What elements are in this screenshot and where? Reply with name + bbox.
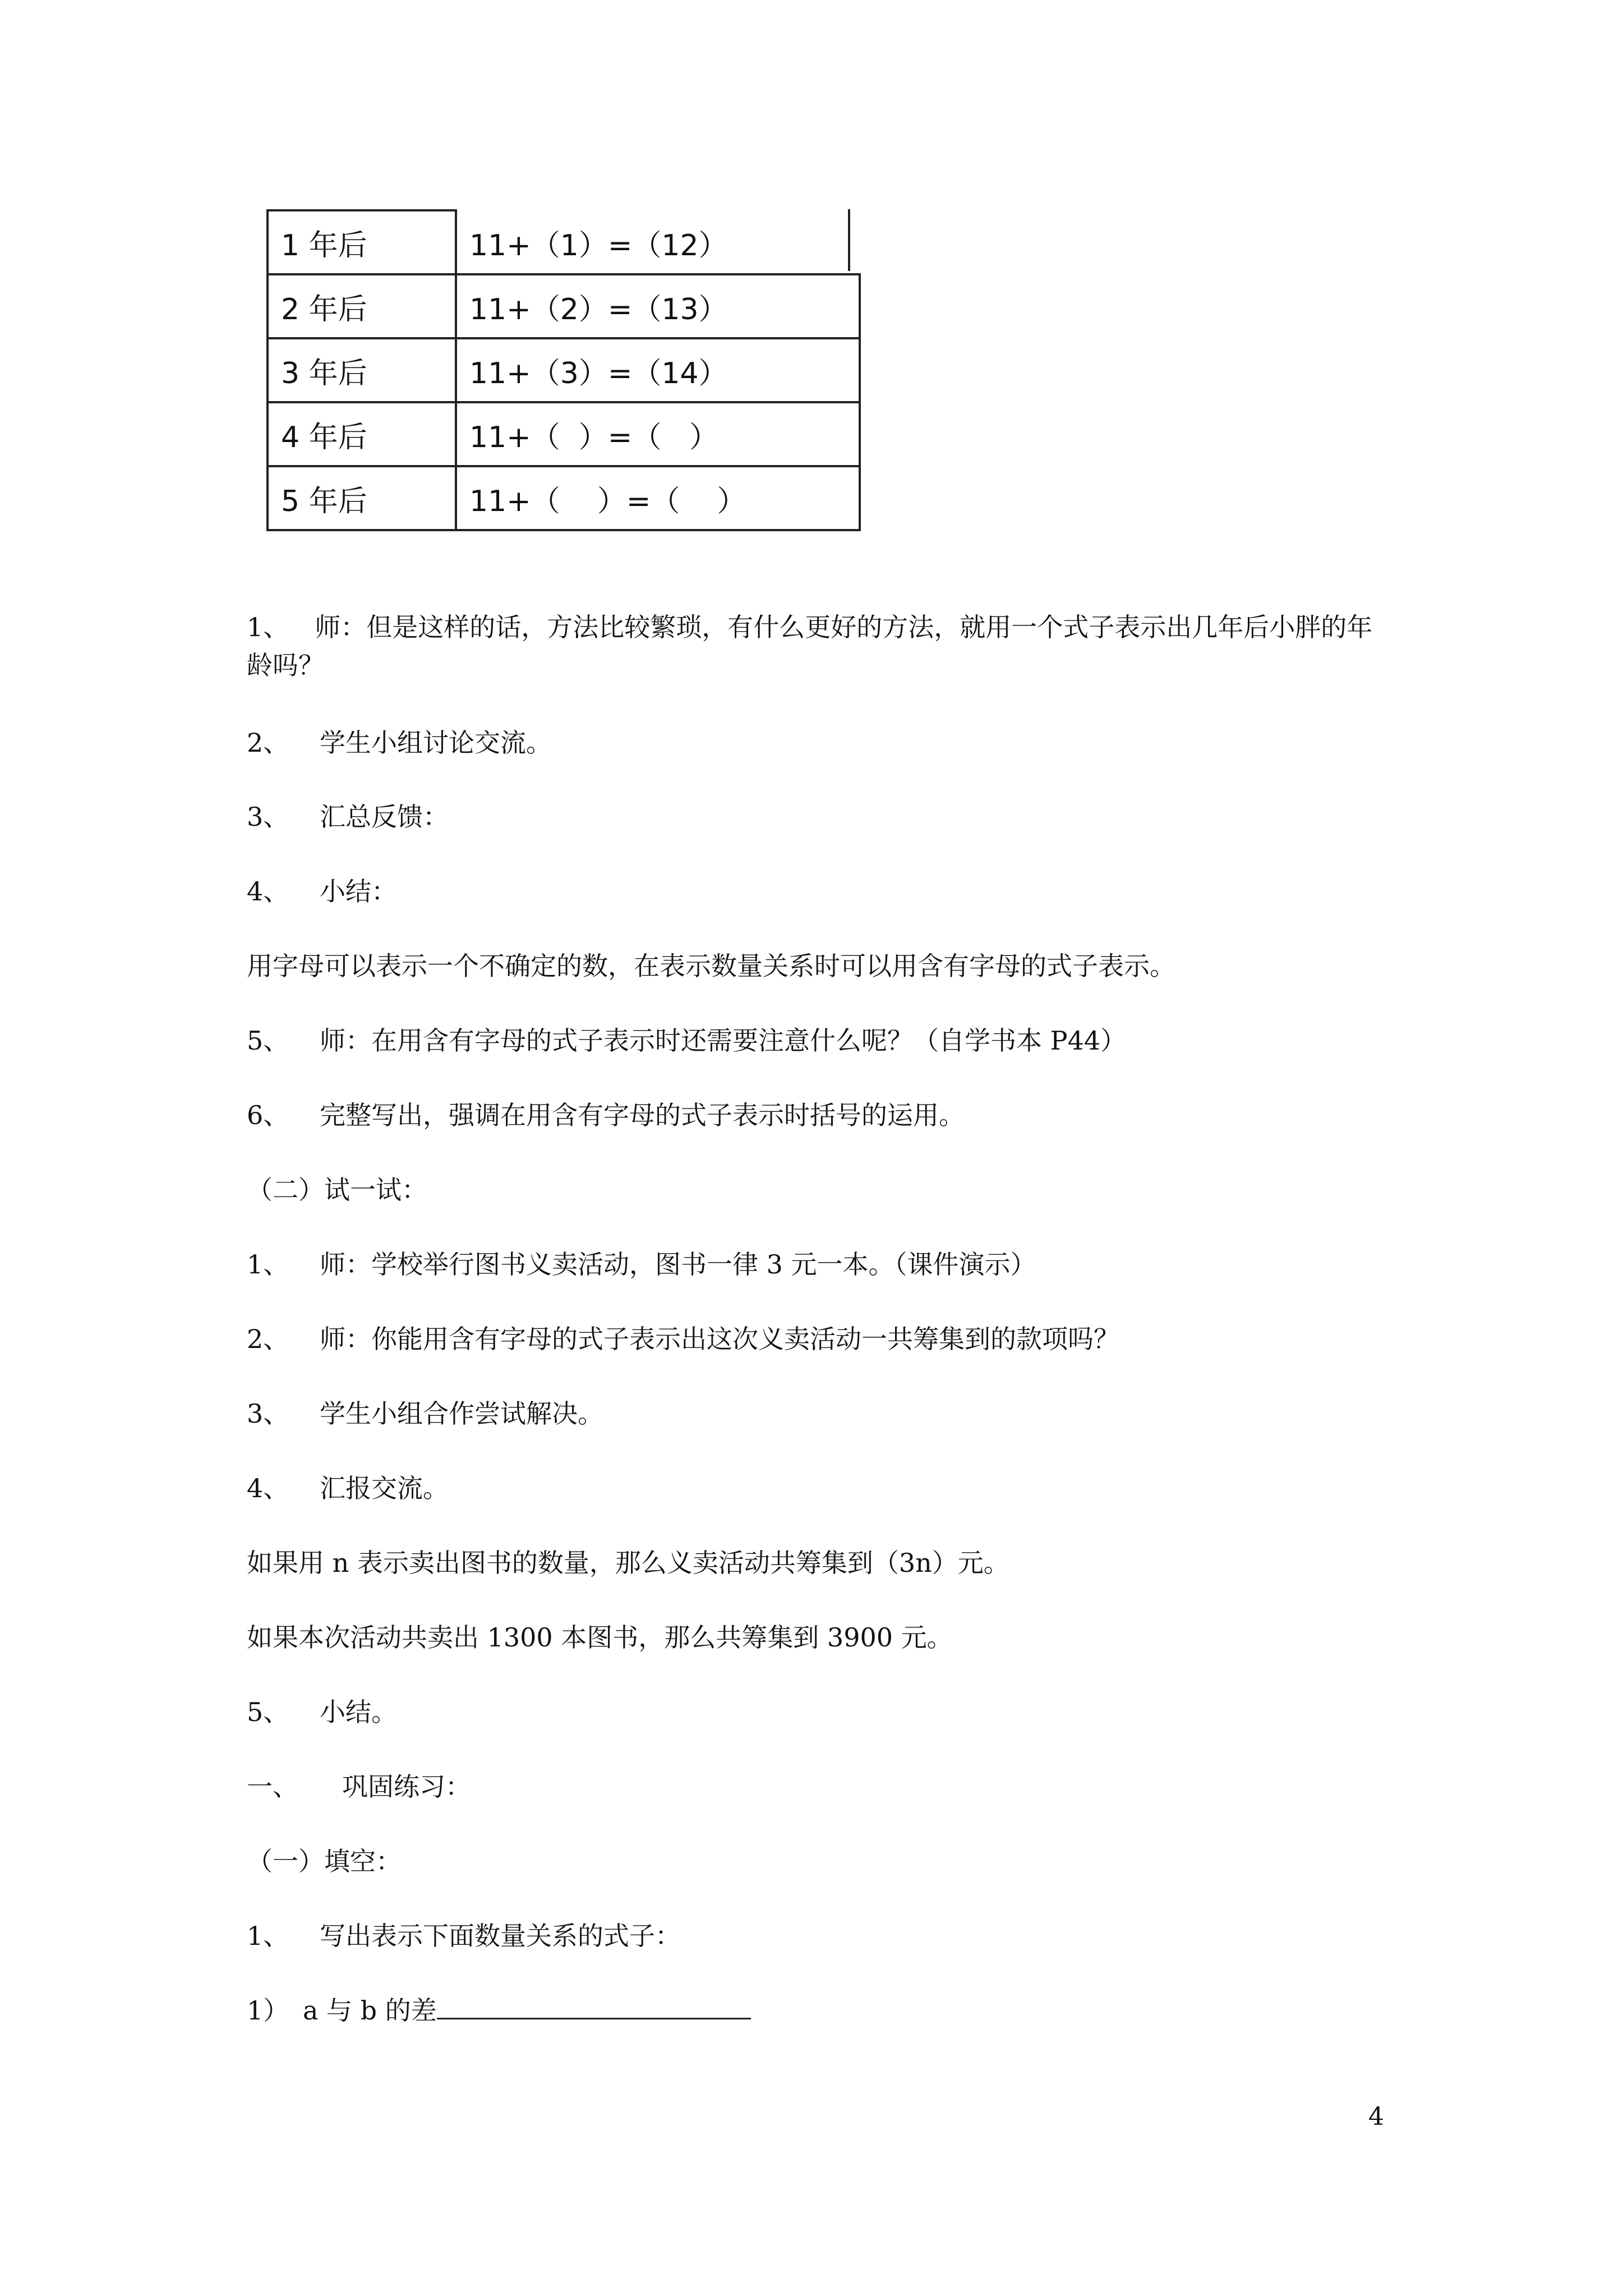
heading-text: （二）试一试： xyxy=(247,1175,427,1205)
formula-cell: 11+（3）=（14） xyxy=(456,338,860,402)
paragraph-text: 用字母可以表示一个不确定的数，在表示数量关系时可以用含有字母的式子表示。 xyxy=(247,951,1175,981)
list-number: 1） xyxy=(247,1995,289,2026)
paragraph-text: 汇总反馈： xyxy=(320,802,449,832)
list-number: 6、 xyxy=(247,1100,289,1130)
list-number: 5、 xyxy=(247,1025,289,1056)
paragraph-text: 写出表示下面数量关系的式子： xyxy=(320,1921,681,1951)
paragraph-text: 学生小组讨论交流。 xyxy=(320,728,552,758)
paragraph-16 xyxy=(247,1991,751,2030)
paragraph-13 xyxy=(247,1618,953,1657)
formula-cell: 11+（1）=（12） xyxy=(456,210,860,274)
paragraph-text: 完整写出，强调在用含有字母的式子表示时括号的运用。 xyxy=(320,1100,965,1130)
list-number: 一、 xyxy=(247,1772,298,1802)
list-number: 3、 xyxy=(247,802,289,832)
table-row xyxy=(268,466,860,530)
paragraph-2 xyxy=(247,724,552,762)
table-row xyxy=(268,338,860,402)
section-heading xyxy=(247,1768,471,1806)
formula-cell: 11+（ ）=（ ） xyxy=(456,466,860,530)
table-border-fragment xyxy=(848,209,850,271)
paragraph-text: 如果本次活动共卖出 1300 本图书，那么共筹集到 3900 元。 xyxy=(247,1622,953,1653)
list-number: 1、 xyxy=(247,612,289,642)
paragraph-7 xyxy=(247,1096,965,1134)
table-row xyxy=(268,274,860,338)
paragraph-text: 师：在用含有字母的式子表示时还需要注意什么呢？（自学书本 P44） xyxy=(320,1025,1127,1056)
list-number: 1、 xyxy=(247,1921,289,1951)
heading-text: 巩固练习： xyxy=(342,1772,471,1802)
year-cell: 3 年后 xyxy=(268,338,456,402)
paragraph-10 xyxy=(247,1395,603,1433)
paragraph-14 xyxy=(247,1693,397,1731)
list-number: 3、 xyxy=(247,1398,289,1429)
paragraph-15 xyxy=(247,1917,681,1955)
paragraph-text: 如果用 n 表示卖出图书的数量，那么义卖活动共筹集到（3n）元。 xyxy=(247,1548,1009,1578)
paragraph-4 xyxy=(247,872,397,910)
paragraph-text: a 与 b 的差 xyxy=(303,1995,437,2026)
heading-text: （一）填空： xyxy=(247,1846,402,1876)
age-table xyxy=(266,209,861,531)
paragraph-text: 小结： xyxy=(320,876,397,907)
formula-cell: 11+（2）=（13） xyxy=(456,274,860,338)
paragraph-3 xyxy=(247,798,449,836)
section-heading xyxy=(247,1842,402,1880)
list-number: 5、 xyxy=(247,1697,289,1727)
paragraph-text: 小结。 xyxy=(320,1697,397,1727)
list-number: 1、 xyxy=(247,1249,289,1280)
formula-cell: 11+（ ）=（ ） xyxy=(456,402,860,466)
year-cell: 5 年后 xyxy=(268,466,456,530)
year-cell: 2 年后 xyxy=(268,274,456,338)
paragraph-text: 师：你能用含有字母的式子表示出这次义卖活动一共筹集到的款项吗？ xyxy=(320,1324,1119,1354)
list-number: 4、 xyxy=(247,1473,289,1503)
paragraph-text: 汇报交流。 xyxy=(320,1473,449,1503)
paragraph-5 xyxy=(247,947,1175,985)
table-row xyxy=(268,210,860,274)
paragraph-text: 师：但是这样的话，方法比较繁琐，有什么更好的方法，就用一个式子表示出几年后小胖的年龄吗？ xyxy=(247,612,1373,680)
section-heading xyxy=(247,1171,427,1209)
paragraph-text: 学生小组合作尝试解决。 xyxy=(320,1398,603,1429)
paragraph-text: 师：学校举行图书义卖活动，图书一律 3 元一本。（课件演示） xyxy=(320,1249,1036,1280)
answer-blank xyxy=(437,1993,751,2019)
list-number: 2、 xyxy=(247,1324,289,1354)
page-number: 4 xyxy=(1368,2102,1384,2131)
paragraph-11 xyxy=(247,1469,449,1507)
paragraph-1 xyxy=(247,608,1385,684)
paragraph-12 xyxy=(247,1544,1009,1582)
list-number: 2、 xyxy=(247,728,289,758)
paragraph-9 xyxy=(247,1320,1119,1358)
paragraph-8 xyxy=(247,1245,1036,1283)
paragraph-6 xyxy=(247,1022,1126,1060)
year-cell: 4 年后 xyxy=(268,402,456,466)
year-cell: 1 年后 xyxy=(268,210,456,274)
list-number: 4、 xyxy=(247,876,289,907)
table-row xyxy=(268,402,860,466)
